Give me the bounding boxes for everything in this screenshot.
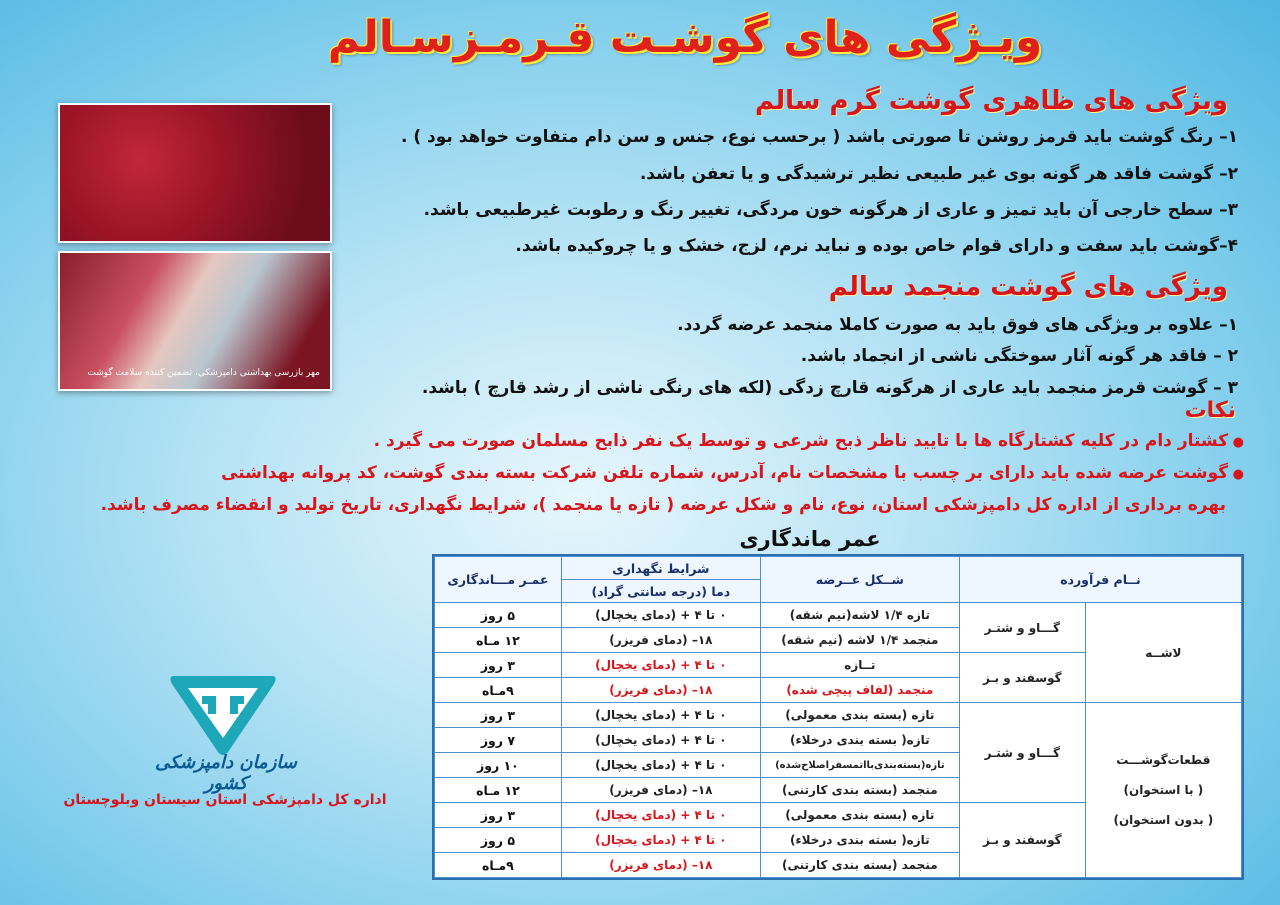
shelf-life-cell: ۱۲ مـاه [435, 778, 562, 803]
provincial-office-name: اداره کل دامپزشکی استان سیستان وبلوچستان [63, 792, 387, 808]
header-form: شــکل عــرضه [760, 557, 959, 603]
header-storage-temp: دما (درجه سانتی گراد) [561, 580, 760, 603]
frozen-item-1: ۱– علاوه بر ویژگی های فوق باید به صورت کاملا منجمد عرضه گردد. [677, 315, 1238, 335]
form-cell: منجمد (لفاف پیچی شده) [760, 678, 959, 703]
shelf-life-cell: ۳ روز [435, 803, 562, 828]
shelf-life-table [434, 556, 1242, 878]
form-cell: تازه( بسته بندی درخلاء) [760, 828, 959, 853]
note-item-1: ● کشتار دام در کلیه کشتارگاه ها با تایید ناظر ذبح شرعی و توسط یک نفر ذابح مسلمان صورت می گیرد . [374, 431, 1244, 451]
form-cell: تازه( بسته بندی درخلاء) [760, 728, 959, 753]
storage-cell: ۰ تا ۴ + (دمای یخچال) [561, 703, 760, 728]
group-cuts [1085, 703, 1241, 878]
raw-meat-photo [58, 103, 332, 243]
form-cell: تازه (بسته بندی معمولی) [760, 803, 959, 828]
fresh-item-1: ۱– رنگ گوشت باید قرمز روشن تا صورتی باشد ( برحسب نوع، جنس و سن دام متفاوت خواهد بود ) . [400, 127, 1238, 147]
shelf-life-cell: ۷ روز [435, 728, 562, 753]
poster-title: ویـژگی های گوشـت قـرمـزسـالم [327, 12, 1043, 63]
section-frozen-title: ویژگی های گوشت منجمد سالم [828, 272, 1228, 302]
storage-cell: ۰ تا ۴ + (دمای یخچال) [561, 653, 760, 678]
form-cell: تازه(بسته‌بندی‌باا‌تمسفر‌اصلاح‌شده) [760, 753, 959, 778]
group-carcass-sheep-goat: گوسفند و بـز [959, 653, 1085, 703]
storage-cell: ۰ تا ۴ + (دمای یخچال) [561, 603, 760, 628]
fresh-item-3: ۳– سطح خارجی آن باید تمیز و عاری از هرگونه خون مردگی، تغییر رنگ و رطوبت غیرطبیعی باشد. [423, 200, 1238, 220]
shelf-life-cell: ۳ روز [435, 703, 562, 728]
frozen-item-2: ۲ – فاقد هر گونه آثار سوختگی ناشی از انجماد باشد. [800, 346, 1238, 366]
organization-name: سازمان دامپزشکی کشور [155, 752, 297, 794]
group-cuts-sheep-goat: گوسفند و بـز [959, 803, 1085, 878]
storage-cell: ۰ تا ۴ + (دمای یخچال) [561, 828, 760, 853]
shelf-life-cell: ۵ روز [435, 828, 562, 853]
group-cuts-label: قطعات‌گوشـــت [1116, 753, 1211, 767]
group-cuts-boneless: ( بدون استخوان) [1113, 813, 1214, 827]
fresh-item-2: ۲– گوشت فاقد هر گونه بوی غیر طبیعی نظیر ترشیدگی و یا تعفن باشد. [639, 164, 1238, 184]
shelf-life-cell: ۱۰ روز [435, 753, 562, 778]
group-carcass: لاشــه [1085, 603, 1241, 703]
note-item-2-continuation: بهره برداری از اداره کل دامپزشکی استان، نوع، نام و شکل عرضه ( تازه یا منجمد )، شرایط نگهداری، تاریخ تولید و انقضاء مصرف باشد. [100, 495, 1226, 515]
form-cell: منجمد (بسته بندی کارتنی) [760, 853, 959, 878]
storage-cell: ۰ تا ۴ + (دمای یخچال) [561, 803, 760, 828]
form-cell: تازه ۱/۴ لاشه(نیم شقه) [760, 603, 959, 628]
header-shelf-life: عمـر مـــاندگاری [435, 557, 562, 603]
shelf-life-cell: ۵ روز [435, 603, 562, 628]
shelf-life-cell: ۳ روز [435, 653, 562, 678]
form-cell: تازه (بسته بندی معمولی) [760, 703, 959, 728]
storage-cell: ۱۸– (دمای فریزر) [561, 628, 760, 653]
frozen-item-3: ۳ – گوشت قرمز منجمد باید عاری از هرگونه قارچ زدگی (لکه های رنگی ناشی از رشد قارچ ) باشد. [421, 378, 1238, 398]
form-cell: منجمد (بسته بندی کارتنی) [760, 778, 959, 803]
form-cell: تــازه [760, 653, 959, 678]
storage-cell: ۱۸– (دمای فریزر) [561, 778, 760, 803]
shelf-life-title: عمر ماندگاری [739, 527, 881, 551]
veterinary-organization-logo [164, 668, 282, 758]
photo-caption: مهر بازرسی بهداشتی دامپزشکی، تضمین کننده سلامت گوشت [87, 368, 320, 378]
shelf-life-cell: ۹مـاه [435, 853, 562, 878]
group-cuts-bone-in: ( با استخوان) [1123, 783, 1204, 797]
group-carcass-cow-camel: گـــاو و شتـر [959, 603, 1085, 653]
group-cuts-cow-camel: گـــاو و شتـر [959, 703, 1085, 803]
storage-cell: ۱۸– (دمای فریزر) [561, 853, 760, 878]
storage-cell: ۰ تا ۴ + (دمای یخچال) [561, 728, 760, 753]
storage-cell: ۰ تا ۴ + (دمای یخچال) [561, 753, 760, 778]
storage-cell: ۱۸– (دمای فریزر) [561, 678, 760, 703]
shelf-life-cell: ۱۲ مـاه [435, 628, 562, 653]
header-storage: شرایط نگهداری [561, 557, 760, 580]
shelf-life-cell: ۹مـاه [435, 678, 562, 703]
notes-title: نکات [1184, 398, 1236, 423]
fresh-item-4: ۴–گوشت باید سفت و دارای قوام خاص بوده و نباید نرم، لزج، خشک و یا چروکیده باشد. [515, 236, 1238, 256]
section-fresh-title: ویژگی های ظاهری گوشت گرم سالم [754, 86, 1228, 116]
form-cell: منجمد ۱/۴ لاشه (نیم شقه) [760, 628, 959, 653]
note-item-2: ● گوشت عرضه شده باید دارای بر چسب با مشخصات نام، آدرس، شماره تلفن شرکت بسته بندی گوشت، کد پروانه بهداشتی [221, 463, 1244, 483]
header-product: نــام فرآورده [959, 557, 1241, 603]
